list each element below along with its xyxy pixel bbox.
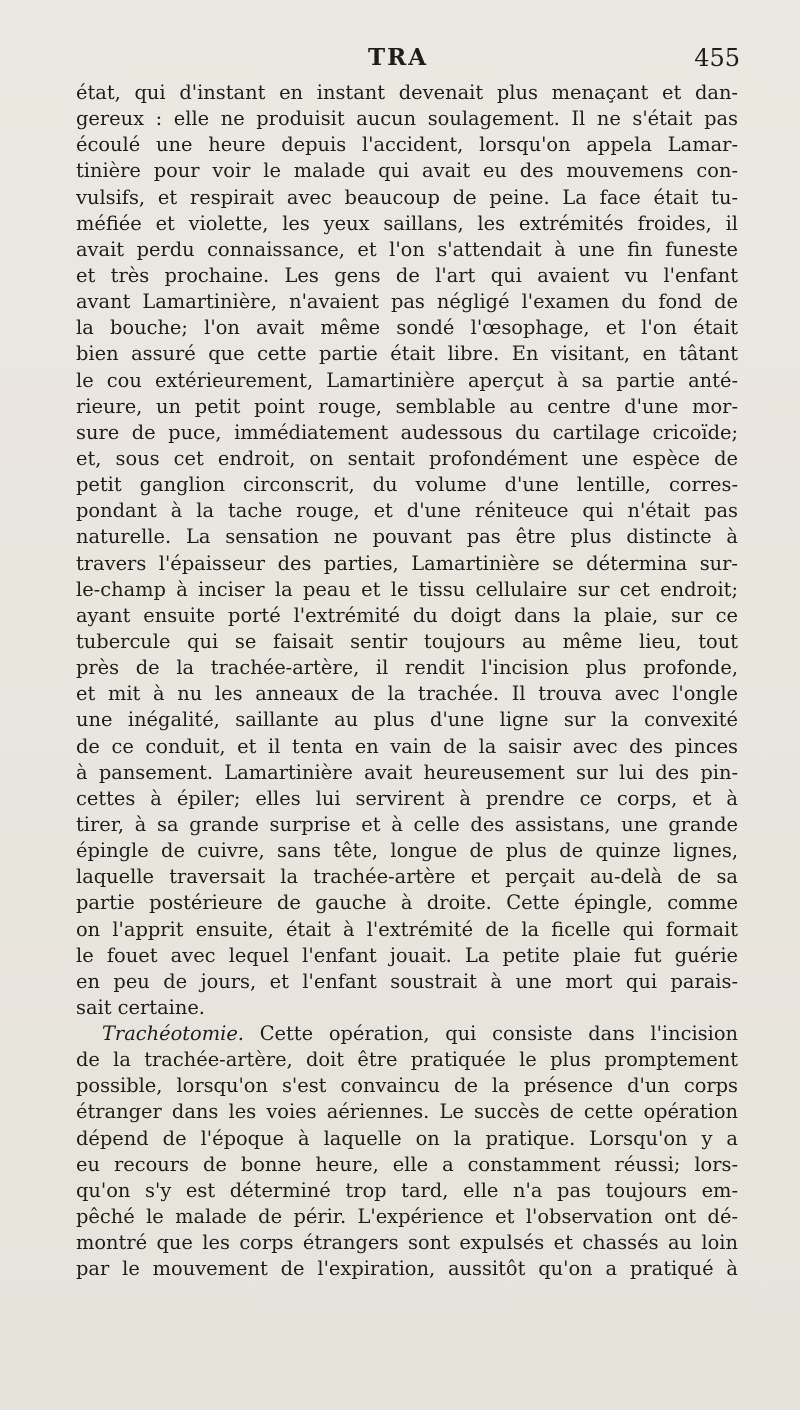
text-line: le cou extérieurement, Lamartinière aperçut à sa partie anté- — [76, 368, 738, 392]
text-line: en peu de jours, et l'enfant soustrait à une mort qui parais- — [76, 969, 738, 993]
text-line: à pansement. Lamartinière avait heureusement sur lui des pin- — [76, 760, 738, 784]
text-line: travers l'épaisseur des parties, Lamartinière se détermina sur- — [76, 551, 738, 575]
text-line: qu'on s'y est déterminé trop tard, elle n'a pas toujours em- — [76, 1178, 738, 1202]
text-line: de la trachée-artère, doit être pratiquée le plus promptement — [76, 1048, 738, 1072]
text-line: par le mouvement de l'expiration, aussitôt qu'on a pratiqué à — [76, 1257, 738, 1281]
text-line: pondant à la tache rouge, et d'une réniteuce qui n'était pas — [76, 499, 738, 523]
text-line: pêché le malade de périr. L'expérience et l'observation ont dé- — [76, 1205, 738, 1229]
text-line: ayant ensuite porté l'extrémité du doigt dans la plaie, sur ce — [76, 603, 738, 627]
text-line: on l'apprit ensuite, était à l'extrémité de la ficelle qui formait — [76, 917, 738, 941]
text-line: possible, lorsqu'on s'est convaincu de la présence d'un corps — [76, 1074, 738, 1098]
text-line: méfiée et violette, les yeux saillans, les extrémités froides, il — [76, 211, 738, 235]
text-line: tinière pour voir le malade qui avait eu des mouvemens con- — [76, 159, 738, 183]
text-line: laquelle traversait la trachée-artère et perçait au-delà de sa — [76, 865, 738, 889]
text-line: petit ganglion circonscrit, du volume d'une lentille, corres- — [76, 473, 738, 497]
text-line: dépend de l'époque à laquelle on la pratique. Lorsqu'on y a — [76, 1126, 738, 1150]
text-line: partie postérieure de gauche à droite. Cette épingle, comme — [76, 891, 738, 915]
paragraph-tracheotomy — [76, 1021, 738, 1282]
text-line: étranger dans les voies aériennes. Le succès de cette opération — [76, 1100, 738, 1124]
text-line: écoulé une heure depuis l'accident, lorsqu'on appela Lamar- — [76, 133, 738, 157]
text-line: gereux : elle ne produisit aucun soulagement. Il ne s'était pas — [76, 107, 738, 131]
text-line: et, sous cet endroit, on sentait profondément une espèce de — [76, 446, 738, 470]
running-head: TRA — [368, 44, 429, 71]
text-line: naturelle. La sensation ne pouvant pas être plus distincte à — [76, 525, 738, 549]
paragraph-case-report — [76, 80, 738, 1021]
page-header — [0, 44, 800, 76]
text-line: vulsifs, et respirait avec beaucoup de peine. La face était tu- — [76, 185, 738, 209]
text-line: de ce conduit, et il tenta en vain de la saisir avec des pinces — [76, 734, 738, 758]
text-line: une inégalité, saillante au plus d'une ligne sur la convexité — [76, 708, 738, 732]
text-line: avait perdu connaissance, et l'on s'attendait à une fin funeste — [76, 237, 738, 261]
text-line: eu recours de bonne heure, elle a constamment réussi; lors- — [76, 1152, 738, 1176]
text-line: avant Lamartinière, n'avaient pas négligé l'examen du fond de — [76, 290, 738, 314]
first-line-text: Cette opération, qui consiste dans l'incision — [243, 1022, 738, 1046]
text-line: rieure, un petit point rouge, semblable au centre d'une mor- — [76, 394, 738, 418]
text-line: épingle de cuivre, sans tête, longue de plus de quinze lignes, — [76, 839, 738, 863]
text-line: cettes à épiler; elles lui servirent à prendre ce corps, et à — [76, 786, 738, 810]
text-line: montré que les corps étrangers sont expulsés et chassés au loin — [76, 1231, 738, 1255]
text-line: état, qui d'instant en instant devenait plus menaçant et dan- — [76, 81, 738, 104]
text-line: le-champ à inciser la peau et le tissu cellulaire sur cet endroit; — [76, 577, 738, 601]
page-body — [76, 80, 738, 1282]
text-line: près de la trachée-artère, il rendit l'incision plus profonde, — [76, 656, 738, 680]
section-heading-italic: Trachéotomie. — [102, 1022, 244, 1046]
text-line: sait certaine. — [76, 995, 205, 1019]
text-line: et très prochaine. Les gens de l'art qui avaient vu l'enfant — [76, 263, 738, 287]
text-line: tubercule qui se faisait sentir toujours au même lieu, tout — [76, 629, 738, 653]
text-line: le fouet avec lequel l'enfant jouait. La petite plaie fut guérie — [76, 943, 738, 967]
text-line: la bouche; l'on avait même sondé l'œsophage, et l'on était — [76, 316, 738, 340]
page-number: 455 — [694, 44, 740, 72]
text-line: et mit à nu les anneaux de la trachée. Il trouva avec l'ongle — [76, 682, 738, 706]
text-line: sure de puce, immédiatement audessous du cartilage cricoïde; — [76, 420, 738, 444]
text-line: bien assuré que cette partie était libre. En visitant, en tâtant — [76, 342, 738, 366]
paragraph-first-line — [76, 1021, 738, 1047]
text-line: tirer, à sa grande surprise et à celle des assistans, une grande — [76, 812, 738, 836]
